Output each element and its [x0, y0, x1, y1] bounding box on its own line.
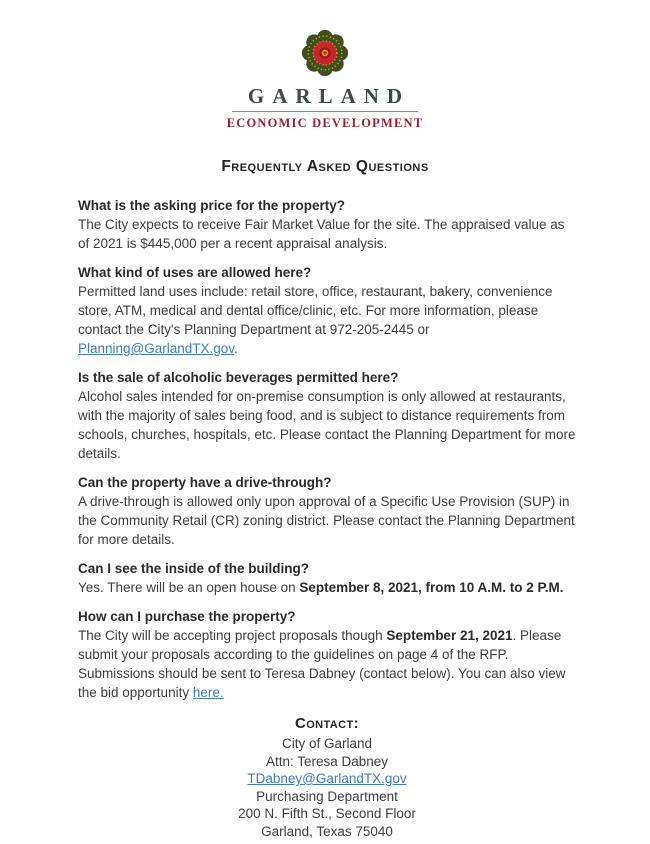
faq-question: What kind of uses are allowed here? — [78, 265, 312, 280]
contact-block — [78, 714, 576, 840]
faq-question: Can the property have a drive-through? — [78, 475, 332, 490]
contact-email-link[interactable]: TDabney@GarlandTX.gov — [247, 771, 407, 786]
answer-text: Yes. There will be an open house on — [78, 580, 300, 595]
faq-question: Can I see the inside of the building? — [78, 561, 310, 576]
faq-answer — [78, 282, 576, 358]
logo-org-subtitle: ECONOMIC DEVELOPMENT — [226, 116, 424, 130]
faq-answer: The City expects to receive Fair Market Value for the site. The appraised value as of 2021 is $445,000 per a recent appraisal analysis. — [78, 217, 565, 251]
faq-section-allowed-uses — [78, 263, 576, 358]
logo-divider — [232, 111, 418, 112]
open-house-date: September 8, 2021, from 10 A.M. to 2 P.M. — [299, 580, 564, 595]
faq-question: How can I purchase the property? — [78, 609, 296, 624]
faq-answer: Alcohol sales intended for on-premise consumption is only allowed at restaurants, with the majority of sales being food, and is subject to distance requirements from schools, churches, hospitals, etc. Please contact the Planning Department for more details. — [78, 389, 576, 461]
bid-opportunity-link[interactable]: here. — [192, 685, 224, 700]
faq-section-alcohol-sales — [78, 368, 576, 463]
contact-line-attn: Attn: Teresa Dabney — [265, 753, 389, 769]
proposal-deadline-date: September 21, 2021 — [386, 628, 513, 643]
answer-text: Permitted land uses include: retail store, office, restaurant, bakery, convenience store, ATM, medical and dental office/clinic, etc. For more information, please contact the City's Planning Department at 972-205-2445 or — [78, 284, 553, 337]
faq-section-purchase — [78, 607, 576, 702]
faq-content — [78, 196, 576, 840]
faq-question: Is the sale of alcoholic beverages permitted here? — [78, 370, 399, 385]
contact-line-org: City of Garland — [281, 736, 373, 751]
logo-block — [0, 30, 650, 131]
faq-answer — [78, 578, 576, 597]
planning-email-link[interactable]: Planning@GarlandTX.gov — [78, 341, 235, 356]
faq-question: What is the asking price for the property? — [78, 198, 346, 213]
contact-heading: Contact: — [294, 715, 360, 732]
faq-answer: A drive-through is allowed only upon approval of a Specific Use Provision (SUP) in the Community Retail (CR) zoning district. Please contact the Planning Department for more details. — [78, 494, 575, 547]
contact-line-department: Purchasing Department — [256, 788, 398, 804]
logo-org-name: GARLAND — [247, 84, 411, 108]
marigold-flower-icon — [302, 30, 348, 76]
contact-line-address: 200 N. Fifth St., Second Floor — [238, 806, 416, 821]
faq-section-asking-price — [78, 196, 576, 253]
faq-section-drive-through — [78, 473, 576, 549]
faq-section-open-house — [78, 559, 576, 597]
faq-answer — [78, 626, 576, 702]
answer-text: The City will be accepting project proposals though — [78, 628, 387, 643]
page-title: Frequently Asked Questions — [221, 158, 429, 175]
contact-line-city-state-zip: Garland, Texas 75040 — [261, 823, 393, 839]
answer-text: . Please submit your proposals according to the guidelines on page 4 of the RFP. Submissions should be sent to Teresa Dabney (contact below). You can also view the bid opportunity — [78, 628, 566, 700]
answer-text: . — [234, 341, 238, 356]
